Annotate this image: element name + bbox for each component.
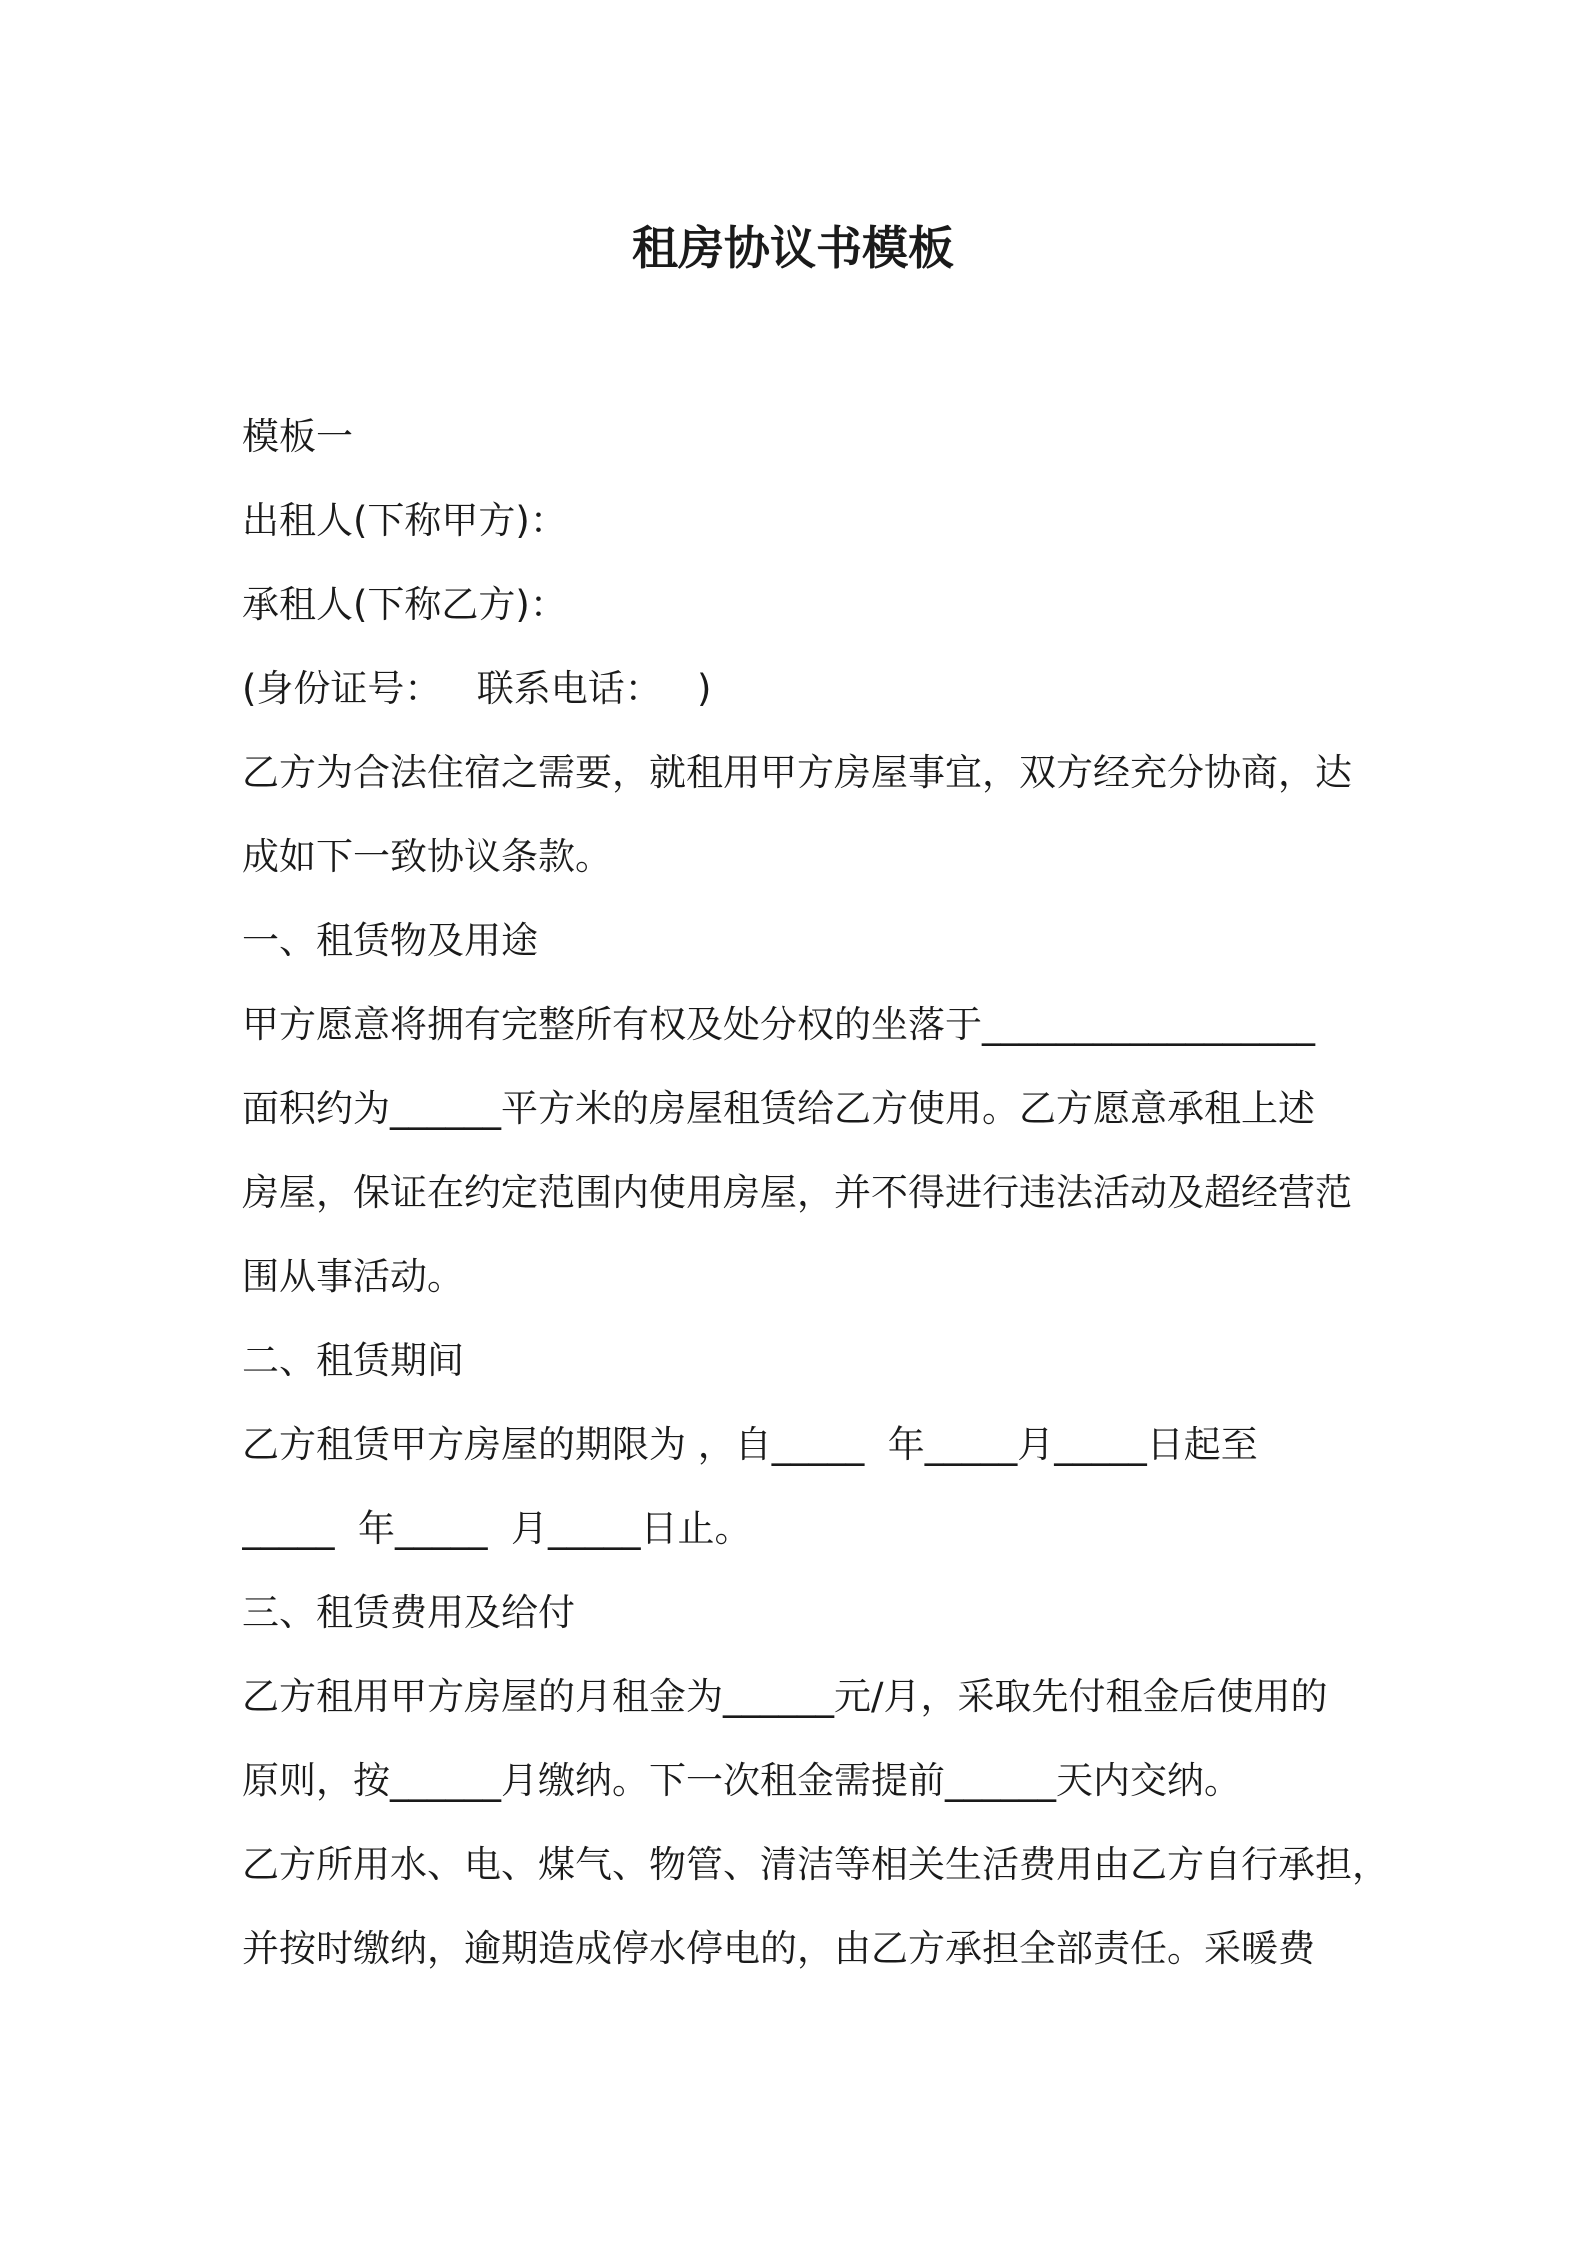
contact-line: (身份证号： 联系电话： ) bbox=[242, 667, 712, 710]
section-3-heading: 三、租赁费用及给付 bbox=[242, 1591, 575, 1634]
lessor-line: 出租人(下称甲方)： bbox=[242, 499, 567, 542]
section-3-line: 乙方租用甲方房屋的月租金为______元/月，采取先付租金后使用的 bbox=[242, 1675, 1328, 1718]
section-3-line: 乙方所用水、电、煤气、物管、清洁等相关生活费用由乙方自行承担， bbox=[242, 1843, 1389, 1886]
section-3-line: 原则，按______月缴纳。下一次租金需提前______天内交纳。 bbox=[242, 1759, 1241, 1802]
section-2-line: 乙方租赁甲方房屋的期限为 ，自_____ 年_____月_____日起至 bbox=[242, 1423, 1258, 1466]
section-1-line: 甲方愿意将拥有完整所有权及处分权的坐落于__________________ bbox=[242, 1003, 1315, 1046]
section-2-line: _____ 年_____ 月_____日止。 bbox=[242, 1507, 752, 1550]
document-title: 租房协议书模板 bbox=[632, 221, 954, 275]
section-1-line: 围从事活动。 bbox=[242, 1255, 464, 1298]
lessee-line: 承租人(下称乙方)： bbox=[242, 583, 567, 626]
section-3-line: 并按时缴纳，逾期造成停水停电的，由乙方承担全部责任。采暖费 bbox=[242, 1927, 1315, 1970]
intro-line: 成如下一致协议条款。 bbox=[242, 835, 612, 878]
section-1-line: 房屋，保证在约定范围内使用房屋，并不得进行违法活动及超经营范 bbox=[242, 1171, 1352, 1214]
document-body bbox=[242, 395, 1482, 1991]
intro-line: 乙方为合法住宿之需要，就租用甲方房屋事宜，双方经充分协商，达 bbox=[242, 751, 1352, 794]
section-2-heading: 二、租赁期间 bbox=[242, 1339, 464, 1382]
section-1-line: 面积约为______平方米的房屋租赁给乙方使用。乙方愿意承租上述 bbox=[242, 1087, 1315, 1130]
template-label: 模板一 bbox=[242, 415, 353, 458]
section-1-heading: 一、租赁物及用途 bbox=[242, 919, 538, 962]
